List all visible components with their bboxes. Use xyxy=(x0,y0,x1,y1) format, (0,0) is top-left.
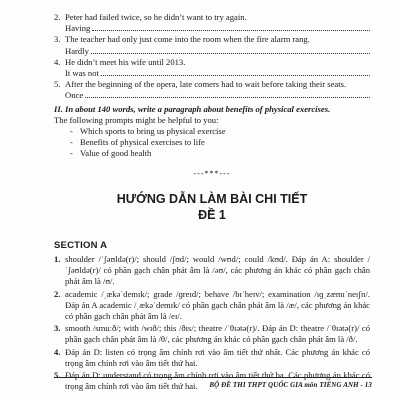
answer-item xyxy=(54,347,370,369)
answer-line xyxy=(54,46,370,57)
prompt-text: Which sports to bring us physical exercise xyxy=(80,125,226,136)
answer-item xyxy=(54,289,370,323)
dotted-blank xyxy=(92,23,370,31)
prompt-item xyxy=(70,148,370,159)
answer-prompt: Hardly xyxy=(65,45,89,56)
prompt-list xyxy=(54,126,370,160)
page-footer: BỘ ĐỀ THI THPT QUỐC GIA môn TIẾNG ANH - 13 xyxy=(54,377,372,389)
page-content xyxy=(54,12,370,393)
dash-bullet-icon: - xyxy=(70,148,73,159)
prompt-item xyxy=(70,137,370,148)
exercise-item xyxy=(54,79,370,90)
answer-number: 1. xyxy=(54,253,61,264)
answer-prompt: It was not xyxy=(65,67,99,78)
answer-item xyxy=(54,323,370,345)
answer-explanation: Đáp án D: understand có trọng âm chính rơi vào âm tiết thứ ba. Các phương án khác có trọng âm chính rơi vào âm tiết thứ hai. xyxy=(65,369,370,392)
answer-line xyxy=(54,68,370,79)
exercise-item xyxy=(54,12,370,23)
exercise-sentence: He didn’t meet his wife until 2013. xyxy=(65,56,186,67)
exercise-number: 2. xyxy=(54,12,61,22)
exercise-item xyxy=(54,34,370,45)
answer-prompt: Having xyxy=(65,23,91,34)
answer-item xyxy=(54,254,370,288)
rewrite-exercises xyxy=(54,12,370,102)
prompt-text: Benefits of physical exercises to life xyxy=(80,137,205,148)
exercise-sentence: The teacher had only just come into the room when the fire alarm rang. xyxy=(65,34,310,45)
answer-line xyxy=(54,23,370,34)
dotted-blank xyxy=(91,46,370,54)
dash-bullet-icon: - xyxy=(70,137,73,148)
writing-task-heading: II. In about 140 words, write a paragraph about benefits of physical exercises. xyxy=(54,103,331,114)
guide-title: HƯỚNG DẪN LÀM BÀI CHI TIẾT xyxy=(116,191,308,206)
dotted-blank xyxy=(85,90,370,98)
section-separator: ---***--- xyxy=(193,168,231,178)
writing-task-intro: The following prompts might be helpful to you: xyxy=(54,114,219,125)
answer-prompt: Once xyxy=(65,90,84,101)
answer-explanation: shoulder /ˈʃəʊldə(r)/; should /ʃʊd/; would /wʊd/; could /kʊd/. Đáp án A: shoulder /ˈʃəʊldə(r)/ có phần gạch chân phát âm là /əʊ/, các phương án khác có phần gạch chân phát âm là /ʊ/. xyxy=(65,253,370,287)
answer-number: 4. xyxy=(54,346,61,357)
section-title: SECTION A xyxy=(54,239,108,251)
answer-line xyxy=(54,90,370,101)
dash-bullet-icon: - xyxy=(70,125,73,136)
prompt-text: Value of good health xyxy=(80,148,152,159)
answer-explanation: smooth /smuːð/; with /wɪð/; this /ðɪs/; theatre /ˈθɪətə(r)/. Đáp án D: theatre /ˈθɪətə(r)/ có phần gạch chân phát âm là /θ/, các phương án khác có phần gạch chân phát âm là /ð/. xyxy=(65,323,370,345)
answer-number: 2. xyxy=(54,288,61,299)
guide-subtitle: ĐỀ 1 xyxy=(198,207,226,222)
exercise-number: 3. xyxy=(54,34,61,45)
answer-explanation: Đáp án D: listen có trọng âm chính rơi vào âm tiết thứ nhất. Các phương án khác có trọng âm chính rơi vào âm tiết thứ hai. xyxy=(65,346,370,368)
answer-list xyxy=(54,254,370,392)
answer-number: 3. xyxy=(54,323,61,334)
dotted-blank xyxy=(101,68,370,76)
exercise-sentence: Peter had failed twice, so he didn’t want to try again. xyxy=(65,12,247,22)
exercise-item xyxy=(54,57,370,68)
exercise-sentence: After the beginning of the opera, late comers had to wait before taking their seats. xyxy=(65,79,347,90)
prompt-item xyxy=(70,126,370,137)
exercise-number: 5. xyxy=(54,79,61,90)
exercise-number: 4. xyxy=(54,56,61,67)
answer-explanation: academic /ˌækəˈdemɪk/; grade /ɡreɪd/; behave /bɪˈheɪv/; examination /ɪɡˌzæmɪˈneɪʃn/. Đáp án A academic /ˌækəˈdemɪk/ có phần gạch chân phát âm là /æ/, các phương án khác có phần gạch chân phát âm là /eɪ/. xyxy=(65,288,370,321)
answer-number: 5. xyxy=(54,369,61,380)
